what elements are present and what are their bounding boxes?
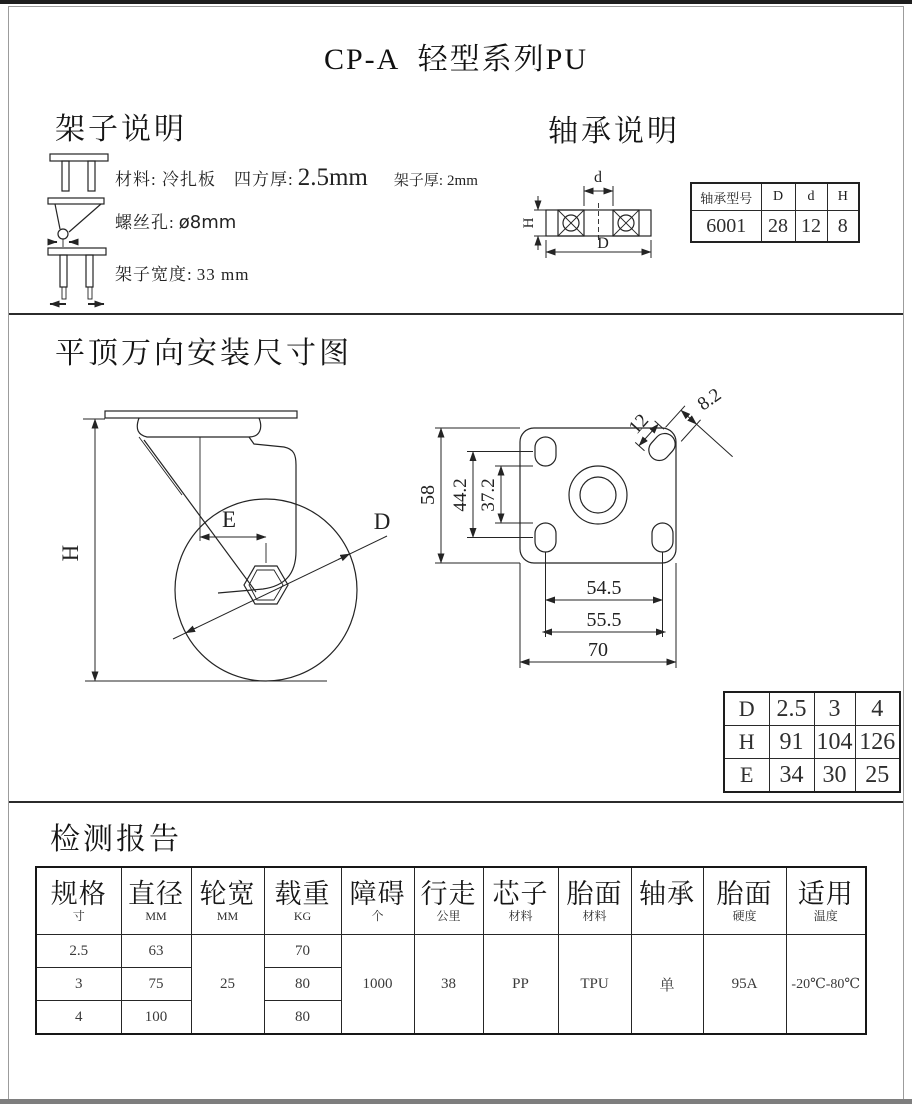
dhe-E-3: 25 <box>855 759 900 793</box>
bearing-H-value: 8 <box>827 211 859 243</box>
bearing-model: 6001 <box>691 211 761 243</box>
material-note <box>115 164 478 192</box>
plate-dim-55-5: 55.5 <box>586 609 622 631</box>
bearing-col-D: D <box>761 183 795 211</box>
spec-1: 2.5 <box>36 935 121 968</box>
square-thickness-value: 2.5mm <box>297 164 368 191</box>
obstacles-value: 1000 <box>341 935 414 1035</box>
report-header-row <box>36 867 866 935</box>
frame-thickness-label: 架子厚: <box>393 173 444 189</box>
plate-dim-54-5: 54.5 <box>586 577 622 599</box>
bearing-col-H: H <box>827 183 859 211</box>
side-dim-D: D <box>373 509 391 534</box>
caster-side-view <box>58 403 400 698</box>
bearing-section-heading: 轴承说明 <box>548 115 680 148</box>
dhe-row-D-label: D <box>724 692 769 726</box>
plate-dim-slot-width: 8.2 <box>693 384 726 416</box>
size-variant-table <box>723 691 901 793</box>
temperature-value: -20℃-80℃ <box>786 935 866 1035</box>
bracket-front-icon <box>48 152 114 198</box>
bearing-type-value: 单 <box>631 935 703 1035</box>
distance-value: 38 <box>414 935 483 1035</box>
side-dim-E: E <box>221 507 237 532</box>
material-label: 材料: 冷扎板 <box>115 170 216 189</box>
report-section-heading: 检测报告 <box>50 823 182 856</box>
plate-dim-37-2: 37.2 <box>478 478 499 512</box>
bracket-width-value: 33 mm <box>196 265 250 284</box>
page-bottom-border <box>0 1099 912 1104</box>
dhe-D-1: 2.5 <box>769 692 814 726</box>
plate-dim-70: 70 <box>588 639 608 661</box>
test-report-table <box>35 866 867 1035</box>
page-title: CP-A 轻型系列PU <box>323 43 589 76</box>
col-tread-hardness: 胎面 硬度 <box>703 867 786 935</box>
dhe-row-E-label: E <box>724 759 769 793</box>
diameter-2: 75 <box>121 968 191 1001</box>
report-row-1 <box>36 935 866 968</box>
bearing-dim-d: d <box>594 169 602 186</box>
screw-hole-value: ø8mm <box>178 212 237 233</box>
bearing-dim-H: H <box>521 217 537 229</box>
spec-3: 4 <box>36 1001 121 1035</box>
col-core: 芯子 材料 <box>483 867 558 935</box>
load-2: 80 <box>264 968 341 1001</box>
dhe-row-H-label: H <box>724 726 769 759</box>
dhe-H-3: 126 <box>855 726 900 759</box>
page-top-border <box>0 0 912 4</box>
plate-dim-44-2: 44.2 <box>450 478 471 512</box>
load-1: 70 <box>264 935 341 968</box>
bearing-d-value: 12 <box>795 211 827 243</box>
col-temperature: 适用 温度 <box>786 867 866 935</box>
load-3: 80 <box>264 1001 341 1035</box>
col-distance: 行走 公里 <box>414 867 483 935</box>
bearing-D-value: 28 <box>761 211 795 243</box>
col-tread-material: 胎面 材料 <box>558 867 631 935</box>
frame-thickness-value: 2mm <box>447 173 478 189</box>
section-divider-2 <box>9 801 903 803</box>
bearing-dim-D: D <box>597 235 609 252</box>
hardness-value: 95A <box>703 935 786 1035</box>
dhe-E-1: 34 <box>769 759 814 793</box>
bearing-spec-table <box>690 182 860 243</box>
tread-material-value: TPU <box>558 935 631 1035</box>
diameter-3: 100 <box>121 1001 191 1035</box>
bearing-diagram <box>521 158 668 268</box>
plate-dim-slot-length: 12 <box>624 410 654 439</box>
width-note <box>115 260 249 285</box>
bracket-width-icon <box>46 246 112 312</box>
dhe-H-1: 91 <box>769 726 814 759</box>
dhe-E-2: 30 <box>814 759 855 793</box>
section-divider-1 <box>9 313 903 315</box>
plate-top-view <box>417 384 805 685</box>
col-load: 载重 KG <box>264 867 341 935</box>
screw-hole-label: 螺丝孔: <box>115 213 175 232</box>
core-material-value: PP <box>483 935 558 1035</box>
dhe-D-3: 4 <box>855 692 900 726</box>
col-diameter: 直径 MM <box>121 867 191 935</box>
col-wheel-width: 轮宽 MM <box>191 867 264 935</box>
diameter-1: 63 <box>121 935 191 968</box>
wheel-width-value: 25 <box>191 935 264 1035</box>
spec-2: 3 <box>36 968 121 1001</box>
mount-section-heading: 平顶万向安装尺寸图 <box>55 337 352 370</box>
square-thickness-label: 四方厚: <box>233 170 294 189</box>
col-spec: 规格 寸 <box>36 867 121 935</box>
dhe-D-2: 3 <box>814 692 855 726</box>
bearing-col-d: d <box>795 183 827 211</box>
plate-dim-58: 58 <box>417 485 439 505</box>
dhe-H-2: 104 <box>814 726 855 759</box>
bracket-section-heading: 架子说明 <box>55 113 187 146</box>
bearing-col-model: 轴承型号 <box>691 183 761 211</box>
col-obstacles: 障碍 个 <box>341 867 414 935</box>
col-bearing: 轴承 <box>631 867 703 935</box>
bracket-width-label: 架子宽度: <box>115 265 193 284</box>
screw-hole-note <box>115 208 236 233</box>
side-dim-H: H <box>58 544 83 562</box>
